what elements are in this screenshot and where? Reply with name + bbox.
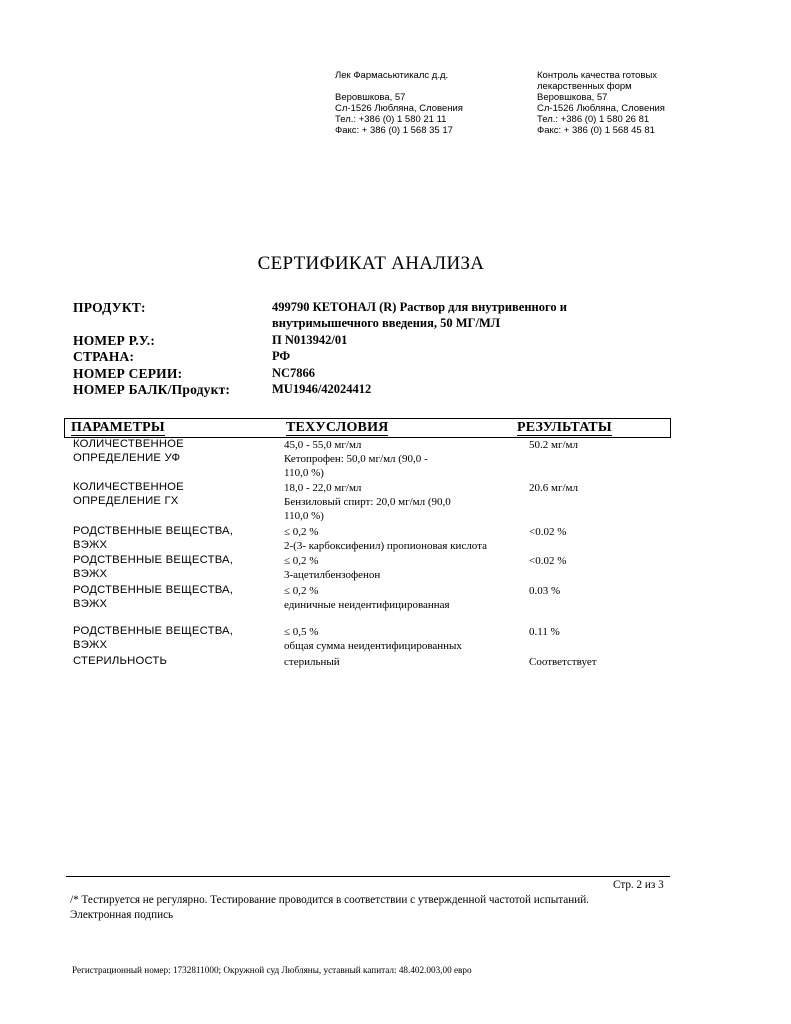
reg-number-label: НОМЕР Р.У.: (73, 333, 156, 348)
qc-address-line: Факс: + 386 (0) 1 568 45 81 (537, 125, 655, 136)
company-address-line: Веровшкова, 57 (335, 92, 406, 103)
company-address-line: Сл-1526 Любляна, Словения (335, 103, 463, 114)
qc-address-line: Веровшкова, 57 (537, 92, 608, 103)
spec-cell: 2-(3- карбоксифенил) пропионовая кислота (284, 540, 487, 552)
header-params: ПАРАМЕТРЫ (71, 420, 165, 435)
company-address-line: Тел.: +386 (0) 1 580 21 11 (335, 114, 447, 125)
batch-number-label: НОМЕР СЕРИИ: (73, 366, 183, 381)
result-cell: 20.6 мг/мл (529, 482, 578, 494)
spec-cell: 110,0 %) (284, 467, 324, 479)
product-value-line2: внутримышечного введения, 50 МГ/МЛ (272, 316, 501, 330)
result-cell: 50.2 мг/мл (529, 439, 578, 451)
spec-cell: ≤ 0,2 % (284, 585, 319, 597)
param-cell: ОПРЕДЕЛЕНИЕ ГХ (73, 495, 179, 507)
company-address-line: Факс: + 386 (0) 1 568 35 17 (335, 125, 453, 136)
header-spec: ТЕХУСЛОВИЯ (286, 420, 389, 435)
footer-divider (66, 876, 670, 877)
param-cell: СТЕРИЛЬНОСТЬ (73, 655, 168, 667)
param-cell: КОЛИЧЕСТВЕННОЕ (73, 481, 184, 493)
header-results: РЕЗУЛЬТАТЫ (517, 420, 612, 435)
param-cell: КОЛИЧЕСТВЕННОЕ (73, 438, 184, 450)
batch-number-value: NC7866 (272, 366, 316, 380)
spec-cell: 3-ацетилбензофенон (284, 569, 381, 581)
page-number: Стр. 2 из 3 (613, 879, 664, 891)
result-cell: <0.02 % (529, 526, 567, 538)
qc-address-line: Сл-1526 Любляна, Словения (537, 103, 665, 114)
document-title: СЕРТИФИКАТ АНАЛИЗА (257, 253, 485, 274)
qc-address-line: Тел.: +386 (0) 1 580 26 81 (537, 114, 650, 125)
spec-cell: ≤ 0,2 % (284, 555, 319, 567)
result-cell: <0.02 % (529, 555, 567, 567)
country-label: СТРАНА: (73, 349, 135, 364)
param-cell: РОДСТВЕННЫЕ ВЕЩЕСТВА, (73, 525, 234, 537)
param-cell: ОПРЕДЕЛЕНИЕ УФ (73, 452, 181, 464)
result-cell: Соответствует (529, 656, 597, 668)
param-cell: РОДСТВЕННЫЕ ВЕЩЕСТВА, (73, 584, 234, 596)
spec-cell: единичные неидентифицированная (284, 599, 450, 611)
qc-address-block (537, 70, 665, 136)
param-cell: ВЭЖХ (73, 639, 108, 651)
param-cell: РОДСТВЕННЫЕ ВЕЩЕСТВА, (73, 554, 234, 566)
bulk-number-value: MU1946/42024412 (272, 382, 372, 396)
param-cell: ВЭЖХ (73, 598, 108, 610)
product-value-line1: 499790 КЕТОНАЛ (R) Раствор для внутривенного и (272, 300, 567, 314)
qc-address-line: лекарственных форм (537, 81, 632, 92)
spec-cell: ≤ 0,5 % (284, 626, 319, 638)
spec-cell: 110,0 %) (284, 510, 324, 522)
spec-cell: стерильный (284, 656, 340, 668)
qc-address-line: Контроль качества готовых (537, 70, 658, 81)
param-cell: РОДСТВЕННЫЕ ВЕЩЕСТВА, (73, 625, 234, 637)
country-value: РФ (272, 349, 291, 363)
electronic-signature-note: Электронная подпись (70, 909, 174, 921)
registration-info: Регистрационный номер: 1732811000; Окружной суд Любляны, уставный капитал: 48.402.003,00 евро (72, 965, 472, 975)
company-address-block (335, 70, 463, 136)
param-cell: ВЭЖХ (73, 539, 108, 551)
result-cell: 0.03 % (529, 585, 561, 597)
spec-cell: Бензиловый спирт: 20,0 мг/мл (90,0 (284, 496, 451, 508)
reg-number-value: П N013942/01 (272, 333, 348, 347)
company-address-line: Лек Фармасьютикалс д.д. (335, 70, 449, 81)
spec-cell: общая сумма неидентифицированных (284, 640, 462, 652)
spec-cell: 45,0 - 55,0 мг/мл (284, 439, 362, 451)
bulk-number-label: НОМЕР БАЛК/Продукт: (73, 382, 231, 397)
company-address-line (335, 81, 463, 92)
spec-cell: 18,0 - 22,0 мг/мл (284, 482, 362, 494)
footnote: /* Тестируется не регулярно. Тестирование проводится в соответствии с утвержденной частотой испытаний. (70, 894, 589, 906)
param-cell: ВЭЖХ (73, 568, 108, 580)
product-label: ПРОДУКТ: (73, 300, 146, 315)
result-cell: 0.11 % (529, 626, 560, 638)
spec-cell: ≤ 0,2 % (284, 526, 319, 538)
spec-cell: Кетопрофен: 50,0 мг/мл (90,0 - (284, 453, 428, 465)
